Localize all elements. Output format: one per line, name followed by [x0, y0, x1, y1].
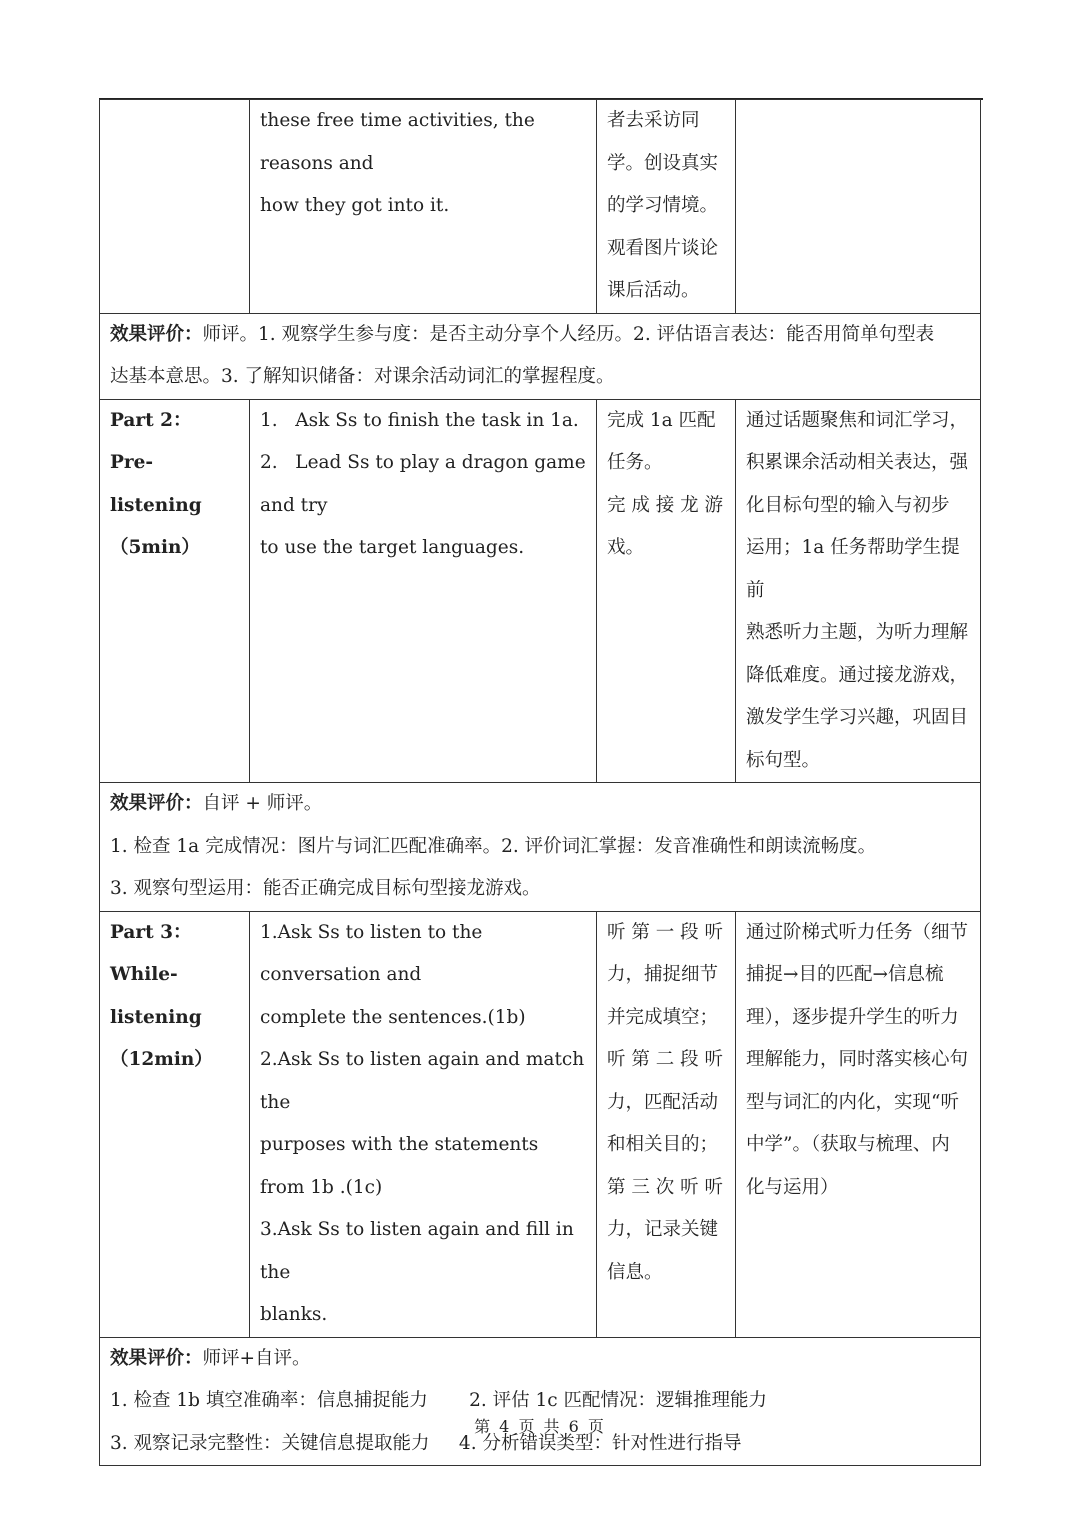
student-line: 者去采访同: [607, 110, 700, 131]
student-line: 听 第 一 段 听: [607, 921, 724, 943]
student-line: 力，捕捉细节: [607, 964, 719, 985]
evaluation-line: [110, 314, 970, 357]
purpose-line: 理解能力，同时落实核心句: [746, 1049, 969, 1070]
student-line: 观看图片谈论: [607, 237, 719, 259]
student-line: 的学习情境。: [607, 195, 719, 216]
table-row-continued: [100, 100, 981, 314]
evaluation-line: [110, 783, 970, 826]
part-name: Part 3：: [110, 921, 192, 943]
student-line: 课后活动。: [607, 280, 700, 301]
activity-line: 3.Ask Ss to listen again and fill in the: [260, 1219, 574, 1283]
purpose-cell-empty: [736, 100, 981, 314]
evaluation-cell: [100, 313, 981, 399]
activity-line: blanks.: [260, 1304, 328, 1325]
purpose-line: 捕捉→目的匹配→信息梳: [746, 964, 944, 985]
purpose-line: 型与词汇的内化，实现“听: [746, 1091, 959, 1113]
evaluation-cell: [100, 1337, 981, 1466]
purpose-line: 通过话题聚焦和词汇学习，: [746, 409, 969, 431]
evaluation-line: 1. 检查 1a 完成情况：图片与词汇匹配准确率。2. 评价词汇掌握：发音准确性和朗读流畅度。: [110, 835, 877, 857]
evaluation-row-3: [100, 1337, 981, 1466]
page-number-footer: 第 4 页 共 6 页: [474, 1417, 606, 1436]
teacher-activity-cell: [250, 911, 597, 1337]
student-line: 第 三 次 听 听: [607, 1176, 724, 1198]
student-line: 听 第 二 段 听: [607, 1049, 724, 1070]
evaluation-row-2: [100, 783, 981, 912]
activity-line: 1. Ask Ss to finish the task in 1a.: [260, 409, 579, 431]
purpose-line: 化目标句型的输入与初步: [746, 494, 950, 516]
purpose-cell: [736, 399, 981, 783]
purpose-cell: [736, 911, 981, 1337]
part-cell: [100, 399, 250, 783]
student-line: 力，记录关键: [607, 1219, 719, 1240]
student-line: 力，匹配活动: [607, 1091, 719, 1113]
part-cell-empty: [100, 100, 250, 314]
activity-line: how they got into it.: [260, 195, 450, 216]
lesson-plan-table: [99, 99, 981, 1466]
evaluation-text: 师评。1. 观察学生参与度：是否主动分享个人经历。2. 评估语言表达：能否用简单句型表: [202, 323, 935, 345]
purpose-line: 标句型。: [746, 749, 821, 771]
student-activity-cell: [597, 911, 736, 1337]
activity-line: purposes with the statements from 1b .(1c): [260, 1134, 539, 1198]
activity-line: to use the target languages.: [260, 537, 525, 558]
student-line: 完成 1a 匹配: [607, 409, 716, 431]
activity-line: these free time activities, the reasons and: [260, 110, 535, 174]
student-activity-cell: [597, 399, 736, 783]
purpose-line: 理），逐步提升学生的听力: [746, 1006, 959, 1028]
evaluation-cell: [100, 783, 981, 912]
table-row-part2: [100, 399, 981, 783]
purpose-line: 运用；1a 任务帮助学生提前: [746, 537, 960, 601]
table-row-part3: [100, 911, 981, 1337]
evaluation-line: 3. 观察句型运用：能否正确完成目标句型接龙游戏。: [110, 878, 541, 899]
activity-line: 1.Ask Ss to listen to the conversation and: [260, 921, 483, 985]
activity-line: 2.Ask Ss to listen again and match the: [260, 1049, 585, 1113]
evaluation-title: 效果评价：: [110, 793, 203, 814]
evaluation-text: 自评 + 师评。: [202, 793, 323, 814]
evaluation-title: 效果评价：: [110, 1347, 203, 1369]
evaluation-line: 1. 检查 1b 填空准确率：信息捕捉能力 2. 评估 1c 匹配情况：逻辑推理能力: [110, 1390, 767, 1411]
part-time: （12min）: [110, 1049, 213, 1070]
purpose-line: 通过阶梯式听力任务（细节: [746, 921, 969, 943]
activity-line: 2. Lead Ss to play a dragon game and try: [260, 452, 586, 516]
evaluation-line: 3. 观察记录完整性：关键信息提取能力 4. 分析错误类型：针对性进行指导: [110, 1432, 742, 1454]
part-name: Part 2：: [110, 409, 192, 431]
evaluation-line: [110, 1338, 970, 1381]
teacher-activity-cell: [250, 399, 597, 783]
part-cell: [100, 911, 250, 1337]
student-line: 信息。: [607, 1261, 663, 1283]
teacher-activity-cell: [250, 100, 597, 314]
student-line: 学。创设真实: [607, 152, 719, 174]
purpose-line: 积累课余活动相关表达，强: [746, 452, 969, 473]
purpose-line: 激发学生学习兴趣，巩固目: [746, 707, 969, 728]
purpose-line: 降低难度。通过接龙游戏，: [746, 664, 969, 686]
evaluation-text: 师评+自评。: [202, 1347, 311, 1369]
activity-line: complete the sentences.(1b): [260, 1006, 526, 1028]
part-stage: Pre-listening: [110, 452, 202, 516]
evaluation-line: 达基本意思。3. 了解知识储备：对课余活动词汇的掌握程度。: [110, 366, 615, 387]
purpose-line: 中学”。（获取与梳理、内: [746, 1134, 950, 1155]
part-stage: While-listening: [110, 964, 202, 1028]
student-line: 并完成填空；: [607, 1006, 719, 1028]
purpose-line: 熟悉听力主题，为听力理解: [746, 622, 969, 643]
evaluation-row-1: [100, 313, 981, 399]
student-line: 戏。: [607, 537, 645, 558]
student-line: 和相关目的；: [607, 1134, 719, 1155]
student-line: 完 成 接 龙 游: [607, 494, 724, 516]
purpose-line: 化与运用）: [746, 1176, 839, 1198]
student-line: 任务。: [607, 452, 663, 473]
student-activity-cell: [597, 100, 736, 314]
evaluation-title: 效果评价：: [110, 323, 203, 345]
part-time: （5min）: [110, 537, 200, 558]
